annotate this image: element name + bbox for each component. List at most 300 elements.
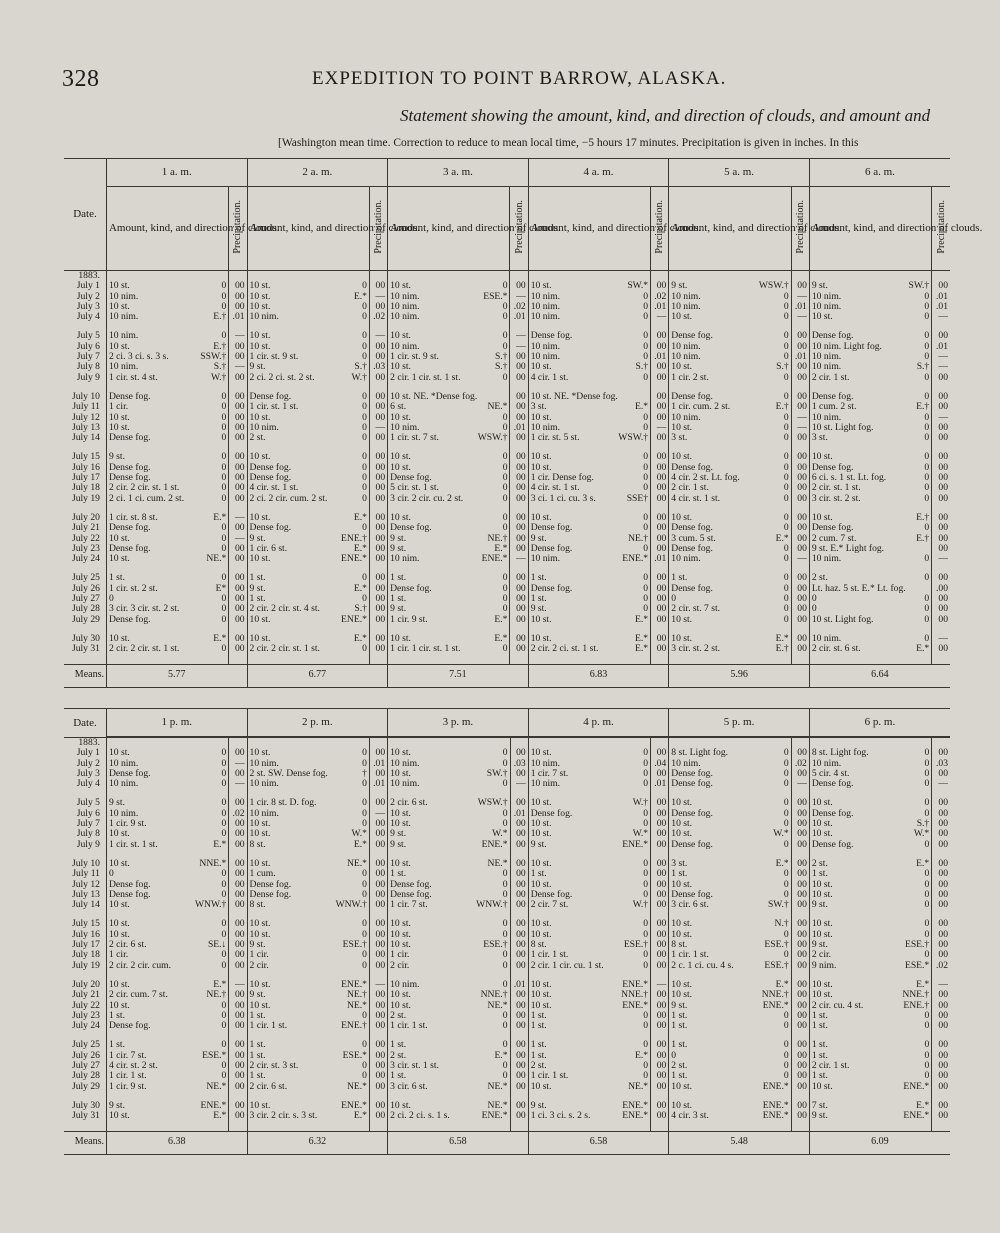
precip-cell: 00 [932, 798, 950, 808]
cloud-direction: 0 [924, 300, 930, 312]
cloud-cell [247, 1021, 369, 1031]
precip-cell: 00 [369, 900, 387, 910]
mean-value: 6.77 [247, 664, 388, 687]
row-date: July 26 [71, 1049, 100, 1061]
cloud-kind: Dense fog. [530, 330, 573, 342]
cloud-direction: 0 [502, 1009, 508, 1021]
cloud-kind: Dense fog. [811, 522, 854, 534]
cloud-direction: N.† [774, 918, 789, 930]
cloud-kind: Dense fog. [811, 461, 854, 473]
precip-cell: 00 [369, 1082, 387, 1092]
cloud-kind: Dense fog. [108, 432, 151, 444]
cloud-direction: ESE.* [342, 1049, 367, 1061]
precip-cell: 00 [651, 890, 669, 900]
cloud-kind: 10 nim. [811, 290, 842, 302]
cloud-direction: 0 [221, 603, 227, 615]
row-date: July 2 [76, 757, 100, 769]
precip-cell: 00 [932, 890, 950, 900]
cloud-kind: 3 cir. 2 cir. cu. 2 st. [390, 492, 464, 504]
cloud-kind: 10 st. [530, 818, 552, 830]
cloud-kind: 0 [671, 593, 677, 605]
precip-cell: 00 [229, 829, 247, 839]
cloud-kind: 2 ci. 2 ci. s. 1 s. [390, 1110, 450, 1122]
precip-cell: 00 [510, 990, 528, 1000]
amount-header: Amount, kind, and direction of clouds. [528, 187, 650, 271]
cloud-direction: 0 [362, 482, 367, 494]
cloud-kind: 10 nim. [249, 311, 279, 323]
precip-cell: 00 [229, 413, 247, 423]
cloud-direction: 0 [502, 482, 508, 494]
spacer [669, 564, 791, 573]
cloud-kind: 10 st. [108, 747, 130, 759]
cloud-direction: 0 [221, 918, 227, 930]
precip-cell: 00 [932, 1040, 950, 1050]
cloud-kind: 10 st. [530, 451, 552, 463]
table-row [64, 312, 950, 322]
precip-cell: 00 [510, 604, 528, 614]
precip-cell: 00 [510, 900, 528, 910]
precip-label: Precipitation. [373, 200, 385, 254]
cloud-direction: 0 [643, 1039, 649, 1051]
cloud-kind: 10 nim. [390, 978, 420, 990]
cloud-kind: 0 [811, 593, 817, 605]
precip-cell: 00 [651, 1101, 669, 1111]
cloud-kind: 2 cir. st. 1 st. [811, 482, 861, 494]
cloud-direction: 0 [221, 1060, 227, 1072]
precip-cell: 00 [932, 748, 950, 758]
cloud-kind: 10 st. [390, 928, 411, 940]
cloud-direction: WSW.† [758, 280, 789, 292]
cloud-direction: 0 [783, 371, 789, 383]
cloud-kind: 10 nim. [108, 330, 139, 342]
cloud-kind: 1 st. [249, 572, 266, 584]
cloud-direction: 0 [924, 807, 930, 819]
cloud-direction: E.* [353, 290, 367, 302]
cloud-kind: 10 st. [108, 280, 130, 292]
cloud-kind: 10 st. [671, 918, 693, 930]
cloud-kind: 10 st. [249, 330, 271, 342]
row-date: July 13 [71, 888, 100, 900]
precip-cell: 00 [229, 940, 247, 950]
row-date: July 26 [71, 582, 100, 594]
cloud-direction: 0 [643, 330, 649, 342]
cloud-cell [669, 840, 791, 850]
cloud-kind: 10 st. [811, 828, 833, 840]
cloud-kind: 2 st. [811, 857, 828, 869]
cloud-cell [809, 615, 931, 625]
cloud-direction: 0 [221, 572, 227, 584]
cloud-kind: 10 st. Light fog. [811, 613, 874, 625]
cloud-direction: 0 [221, 522, 227, 534]
cloud-kind: 10 nim. [390, 778, 420, 790]
cloud-cell [247, 644, 369, 654]
cloud-direction: 0 [643, 472, 649, 484]
precip-cell: 00 [932, 523, 950, 533]
cloud-kind: 3 ci. 1 ci. cu. 3 s. [530, 492, 596, 504]
cloud-kind: 2 cir. 7 st. [530, 899, 569, 911]
cloud-kind: 9 st. [390, 542, 407, 554]
precip-cell: 00 [510, 748, 528, 758]
cloud-kind: 9 st. [249, 582, 266, 594]
cloud-direction: 0 [783, 767, 789, 779]
cloud-kind: 2 st. [811, 572, 828, 584]
cloud-kind: 10 nim. [811, 351, 842, 363]
precip-cell: 00 [791, 281, 809, 291]
cloud-direction: 0 [362, 757, 367, 769]
cloud-cell [388, 1082, 510, 1092]
cloud-direction: 0 [221, 290, 227, 302]
cloud-direction: 0 [783, 818, 789, 830]
cloud-direction: 0 [643, 778, 649, 790]
cloud-cell [809, 1111, 931, 1121]
cloud-kind: 10 st. [671, 311, 693, 323]
precip-cell: .01 [791, 302, 809, 312]
cloud-kind: Dense fog. [108, 461, 151, 473]
cloud-direction: 0 [362, 330, 367, 342]
cloud-cell [669, 644, 791, 654]
precip-cell: 00 [651, 1040, 669, 1050]
cloud-direction: 0 [924, 522, 930, 534]
cloud-kind: Dense fog. [530, 582, 573, 594]
cloud-cell [106, 494, 228, 504]
cloud-kind: 3 cir. st. 2 st. [671, 643, 721, 655]
precip-cell: 00 [369, 281, 387, 291]
cloud-direction: NE.* [487, 401, 508, 413]
precip-cell: — [229, 534, 247, 544]
cloud-kind: 10 st. [530, 878, 552, 890]
cloud-cell [669, 859, 791, 869]
cloud-direction: 0 [643, 593, 649, 605]
cloud-direction: 0 [362, 351, 367, 363]
date-header: Date. [64, 159, 106, 271]
cloud-cell [388, 644, 510, 654]
cloud-kind: 1 st. [249, 1049, 266, 1061]
cloud-kind: 3 st. [671, 432, 688, 444]
cloud-kind: Lt. haz. 5 st. E.* Lt. fog. [811, 582, 906, 594]
cloud-direction: 0 [221, 330, 227, 342]
cloud-kind: 9 st. [811, 899, 828, 911]
precip-cell: 00 [229, 748, 247, 758]
cloud-kind: 2 cir. 1 cir. st. 1 st. [390, 371, 461, 383]
cloud-cell [669, 990, 791, 1000]
precip-cell: 00 [791, 1082, 809, 1092]
cloud-direction: WSW.† [618, 432, 649, 444]
precip-cell: 00 [651, 513, 669, 523]
mean-value: 6.32 [247, 1131, 388, 1154]
cloud-direction: NNE.† [621, 989, 649, 1001]
hour-header: 5 a. m. [669, 159, 810, 187]
cloud-kind: 10 st. [530, 928, 552, 940]
cloud-cell [528, 1111, 650, 1121]
cloud-direction: 0 [924, 757, 930, 769]
cloud-direction: WSW.† [477, 797, 508, 809]
precip-cell: 00 [791, 513, 809, 523]
cloud-direction: 0 [221, 451, 227, 463]
precip-cell: 00 [791, 644, 809, 654]
cloud-cell [247, 494, 369, 504]
cloud-direction: 0 [783, 351, 789, 363]
cloud-direction: E.† [916, 532, 930, 544]
precip-cell: 00 [791, 342, 809, 352]
cloud-direction: 0 [643, 411, 649, 423]
cloud-direction: NE.* [206, 1080, 227, 1092]
cloud-direction: ENE.* [341, 553, 367, 565]
cloud-kind: 10 st. [530, 411, 552, 423]
cloud-kind: 3 cir. st. 2 st. [811, 492, 861, 504]
precip-cell: 00 [369, 748, 387, 758]
precip-cell: 00 [791, 859, 809, 869]
cloud-kind: 0 [671, 1049, 677, 1061]
precip-cell: 00 [791, 402, 809, 412]
cloud-kind: 1 cir. 8 st. D. fog. [249, 797, 317, 809]
amount-header: Amount, kind, and direction of clouds. [388, 187, 510, 271]
cloud-direction: 0 [502, 643, 508, 655]
cloud-direction: 0 [502, 421, 508, 433]
precip-cell: 00 [369, 819, 387, 829]
cloud-cell [388, 554, 510, 564]
cloud-direction: ENE.* [481, 1110, 508, 1122]
precip-cell: 00 [651, 919, 669, 929]
cloud-direction: NE.* [487, 857, 508, 869]
precip-cell: 00 [791, 798, 809, 808]
amount-header: Amount, kind, and direction of clouds. [809, 187, 931, 271]
cloud-kind: 1 st. [811, 1009, 828, 1021]
cloud-direction: 0 [924, 603, 930, 615]
row-date: July 15 [71, 918, 100, 930]
cloud-kind: 3 st. [671, 857, 688, 869]
cloud-direction: 0 [924, 492, 930, 504]
mean-value: 7.51 [388, 664, 529, 687]
precip-cell: 00 [791, 523, 809, 533]
cloud-kind: Dense fog. [108, 613, 151, 625]
cloud-kind: 1 st. [390, 593, 407, 605]
precip-cell: 00 [510, 634, 528, 644]
cloud-kind: 10 st. [530, 361, 552, 373]
precip-cell: 00 [791, 840, 809, 850]
cloud-direction: 0 [362, 888, 367, 900]
spacer [106, 1122, 228, 1132]
cloud-direction: 0 [643, 818, 649, 830]
cloud-direction: ESE.* [202, 1049, 227, 1061]
spacer [651, 1122, 669, 1132]
cloud-direction: S.† [213, 361, 227, 373]
cloud-direction: 0 [221, 928, 227, 940]
cloud-kind: Dense fog. [249, 461, 292, 473]
row-date: July 24 [71, 1020, 100, 1032]
cloud-direction: 0 [924, 613, 930, 625]
cloud-direction: 0 [643, 572, 649, 584]
precip-cell: 00 [369, 534, 387, 544]
cloud-kind: 10 st. [249, 290, 271, 302]
precip-cell: 00 [932, 1111, 950, 1121]
cloud-kind: 10 st. [530, 828, 552, 840]
precip-cell: 00 [369, 919, 387, 929]
precip-cell: 00 [932, 1061, 950, 1071]
cloud-direction: 0 [924, 351, 930, 363]
precip-cell: 00 [229, 919, 247, 929]
cloud-direction: 0 [643, 1070, 649, 1082]
cloud-cell [247, 840, 369, 850]
cloud-direction: 0 [362, 928, 367, 940]
cloud-direction: 0 [924, 451, 930, 463]
precip-cell: 00 [369, 1040, 387, 1050]
cloud-direction: 0 [924, 482, 930, 494]
precip-cell: 00 [932, 452, 950, 462]
cloud-cell [106, 523, 228, 533]
cloud-kind: 10 st. [390, 1099, 411, 1111]
row-date: July 20 [71, 978, 100, 990]
cloud-kind: 10 nim. [671, 411, 701, 423]
cloud-kind: 10 st. [811, 989, 833, 1001]
hour-header: 4 p. m. [528, 709, 669, 737]
precip-cell: 00 [932, 463, 950, 473]
spacer [510, 1122, 528, 1132]
precip-cell: 00 [510, 1111, 528, 1121]
cloud-cell [106, 961, 228, 971]
precip-cell: 00 [932, 494, 950, 504]
table-row [64, 615, 950, 625]
cloud-kind: 5 cir. 4 st. [811, 767, 850, 779]
cloud-direction: 0 [221, 1009, 227, 1021]
cloud-direction: 0 [221, 949, 227, 961]
cloud-kind: 10 nim. [390, 553, 420, 565]
cloud-cell [669, 554, 791, 564]
cloud-direction: NE.* [206, 553, 227, 565]
precip-cell: 00 [510, 840, 528, 850]
cloud-cell [528, 644, 650, 654]
precip-cell: .01 [932, 302, 950, 312]
spacer [510, 655, 528, 665]
cloud-kind: 10 nim. [671, 757, 701, 769]
spacer [247, 1122, 369, 1132]
cloud-kind: 2 cir. cu. 4 st. [811, 999, 864, 1011]
precip-cell: 00 [510, 584, 528, 594]
cloud-kind: 10 st. [390, 461, 411, 473]
cloud-kind: 10 nim. [390, 311, 420, 323]
precip-cell: 00 [791, 1051, 809, 1061]
running-head: EXPEDITION TO POINT BARROW, ALASKA. [312, 68, 727, 89]
precip-cell: 00 [510, 402, 528, 412]
cloud-direction: ESE.† [904, 939, 930, 951]
cloud-direction: 0 [502, 918, 508, 930]
cloud-cell [106, 644, 228, 654]
cloud-kind: Dense fog. [108, 522, 151, 534]
precip-cell: 00 [651, 392, 669, 402]
precip-cell: 00 [229, 819, 247, 829]
cloud-cell [528, 373, 650, 383]
row-date: July 30 [71, 632, 100, 644]
cloud-kind: 1 cir. 1 cir. st. 1 st. [390, 643, 461, 655]
cloud-kind: 10 st. [108, 899, 130, 911]
cloud-direction: 0 [924, 330, 930, 342]
cloud-direction: 0 [783, 807, 789, 819]
cloud-direction: 0 [643, 807, 649, 819]
cloud-cell [106, 990, 228, 1000]
cloud-kind: 2 cir. 6 st. [390, 797, 428, 809]
cloud-kind: Dense fog. [249, 888, 292, 900]
cloud-kind: 10 st. [249, 828, 271, 840]
cloud-kind: 8 st. [530, 939, 547, 951]
precip-cell: 00 [229, 769, 247, 779]
precip-cell: 00 [510, 534, 528, 544]
cloud-direction: 0 [502, 949, 508, 961]
cloud-kind: 6 ci. s. 1 st. Lt. fog. [811, 472, 887, 484]
cloud-direction: E.* [775, 978, 789, 990]
cloud-kind: 1 cir. cum. 2 st. [671, 401, 731, 413]
cloud-kind: 0 [108, 593, 114, 605]
cloud-direction: SW.† [486, 767, 508, 779]
precip-cell: 00 [651, 880, 669, 890]
cloud-kind: 10 st. [390, 767, 411, 779]
cloud-direction: 0 [924, 1039, 930, 1051]
precip-cell: 00 [369, 513, 387, 523]
year-label: 1883. [78, 270, 100, 281]
cloud-direction: 0 [221, 472, 227, 484]
precip-cell: 00 [932, 433, 950, 443]
precip-cell: 00 [229, 900, 247, 910]
cloud-direction: 0 [783, 1039, 789, 1051]
precip-cell: 00 [932, 940, 950, 950]
cloud-kind: 1 st. [811, 1049, 828, 1061]
table-row [64, 644, 950, 654]
cloud-direction: 0 [783, 1049, 789, 1061]
precip-cell: 00 [932, 644, 950, 654]
precip-cell: .01 [510, 980, 528, 990]
cloud-kind: Dense fog. [671, 582, 713, 594]
cloud-cell [809, 961, 931, 971]
cloud-kind: 10 st. [249, 340, 271, 352]
precip-cell: 00 [651, 644, 669, 654]
precip-cell: 00 [932, 544, 950, 554]
precip-cell: 00 [229, 1061, 247, 1071]
cloud-cell [528, 961, 650, 971]
cloud-direction: 0 [221, 999, 227, 1011]
precip-cell: .00 [932, 584, 950, 594]
cloud-kind: 2 cir. 2 cir. st. 1 st. [249, 643, 320, 655]
cloud-direction: 0 [783, 432, 789, 444]
cloud-direction: NE.* [487, 999, 508, 1011]
cloud-direction: 0 [783, 838, 789, 850]
cloud-kind: 1 cir. st. 4 st. [108, 371, 158, 383]
cloud-kind: 4 cir. st. 1 st. [671, 492, 721, 504]
cloud-direction: 0 [221, 613, 227, 625]
row-date: July 17 [71, 939, 100, 951]
cloud-direction: 0 [924, 747, 930, 759]
precip-cell: 00 [651, 413, 669, 423]
row-date: July 8 [76, 828, 100, 840]
cloud-direction: W.* [632, 828, 649, 840]
cloud-direction: 0 [924, 928, 930, 940]
precip-cell: — [791, 312, 809, 322]
cloud-direction: 0 [502, 330, 508, 342]
cloud-kind: 10 st. [671, 1099, 693, 1111]
cloud-direction: 0 [362, 311, 367, 323]
cloud-kind: Dense fog. [249, 522, 292, 534]
cloud-direction: 0 [502, 818, 508, 830]
cloud-direction: E.* [635, 613, 649, 625]
cloud-kind: 1 st. [108, 1009, 125, 1021]
cloud-kind: 2 cir. 6 st. [249, 1080, 288, 1092]
cloud-direction: 0 [502, 978, 508, 990]
precip-cell: — [791, 423, 809, 433]
cloud-direction: 0 [783, 603, 789, 615]
cloud-cell [528, 1082, 650, 1092]
cloud-kind: Dense fog. [671, 888, 713, 900]
cloud-kind: 10 st. [249, 1099, 271, 1111]
cloud-direction: 0 [783, 492, 789, 504]
precip-cell: 00 [791, 819, 809, 829]
cloud-cell [528, 1021, 650, 1031]
